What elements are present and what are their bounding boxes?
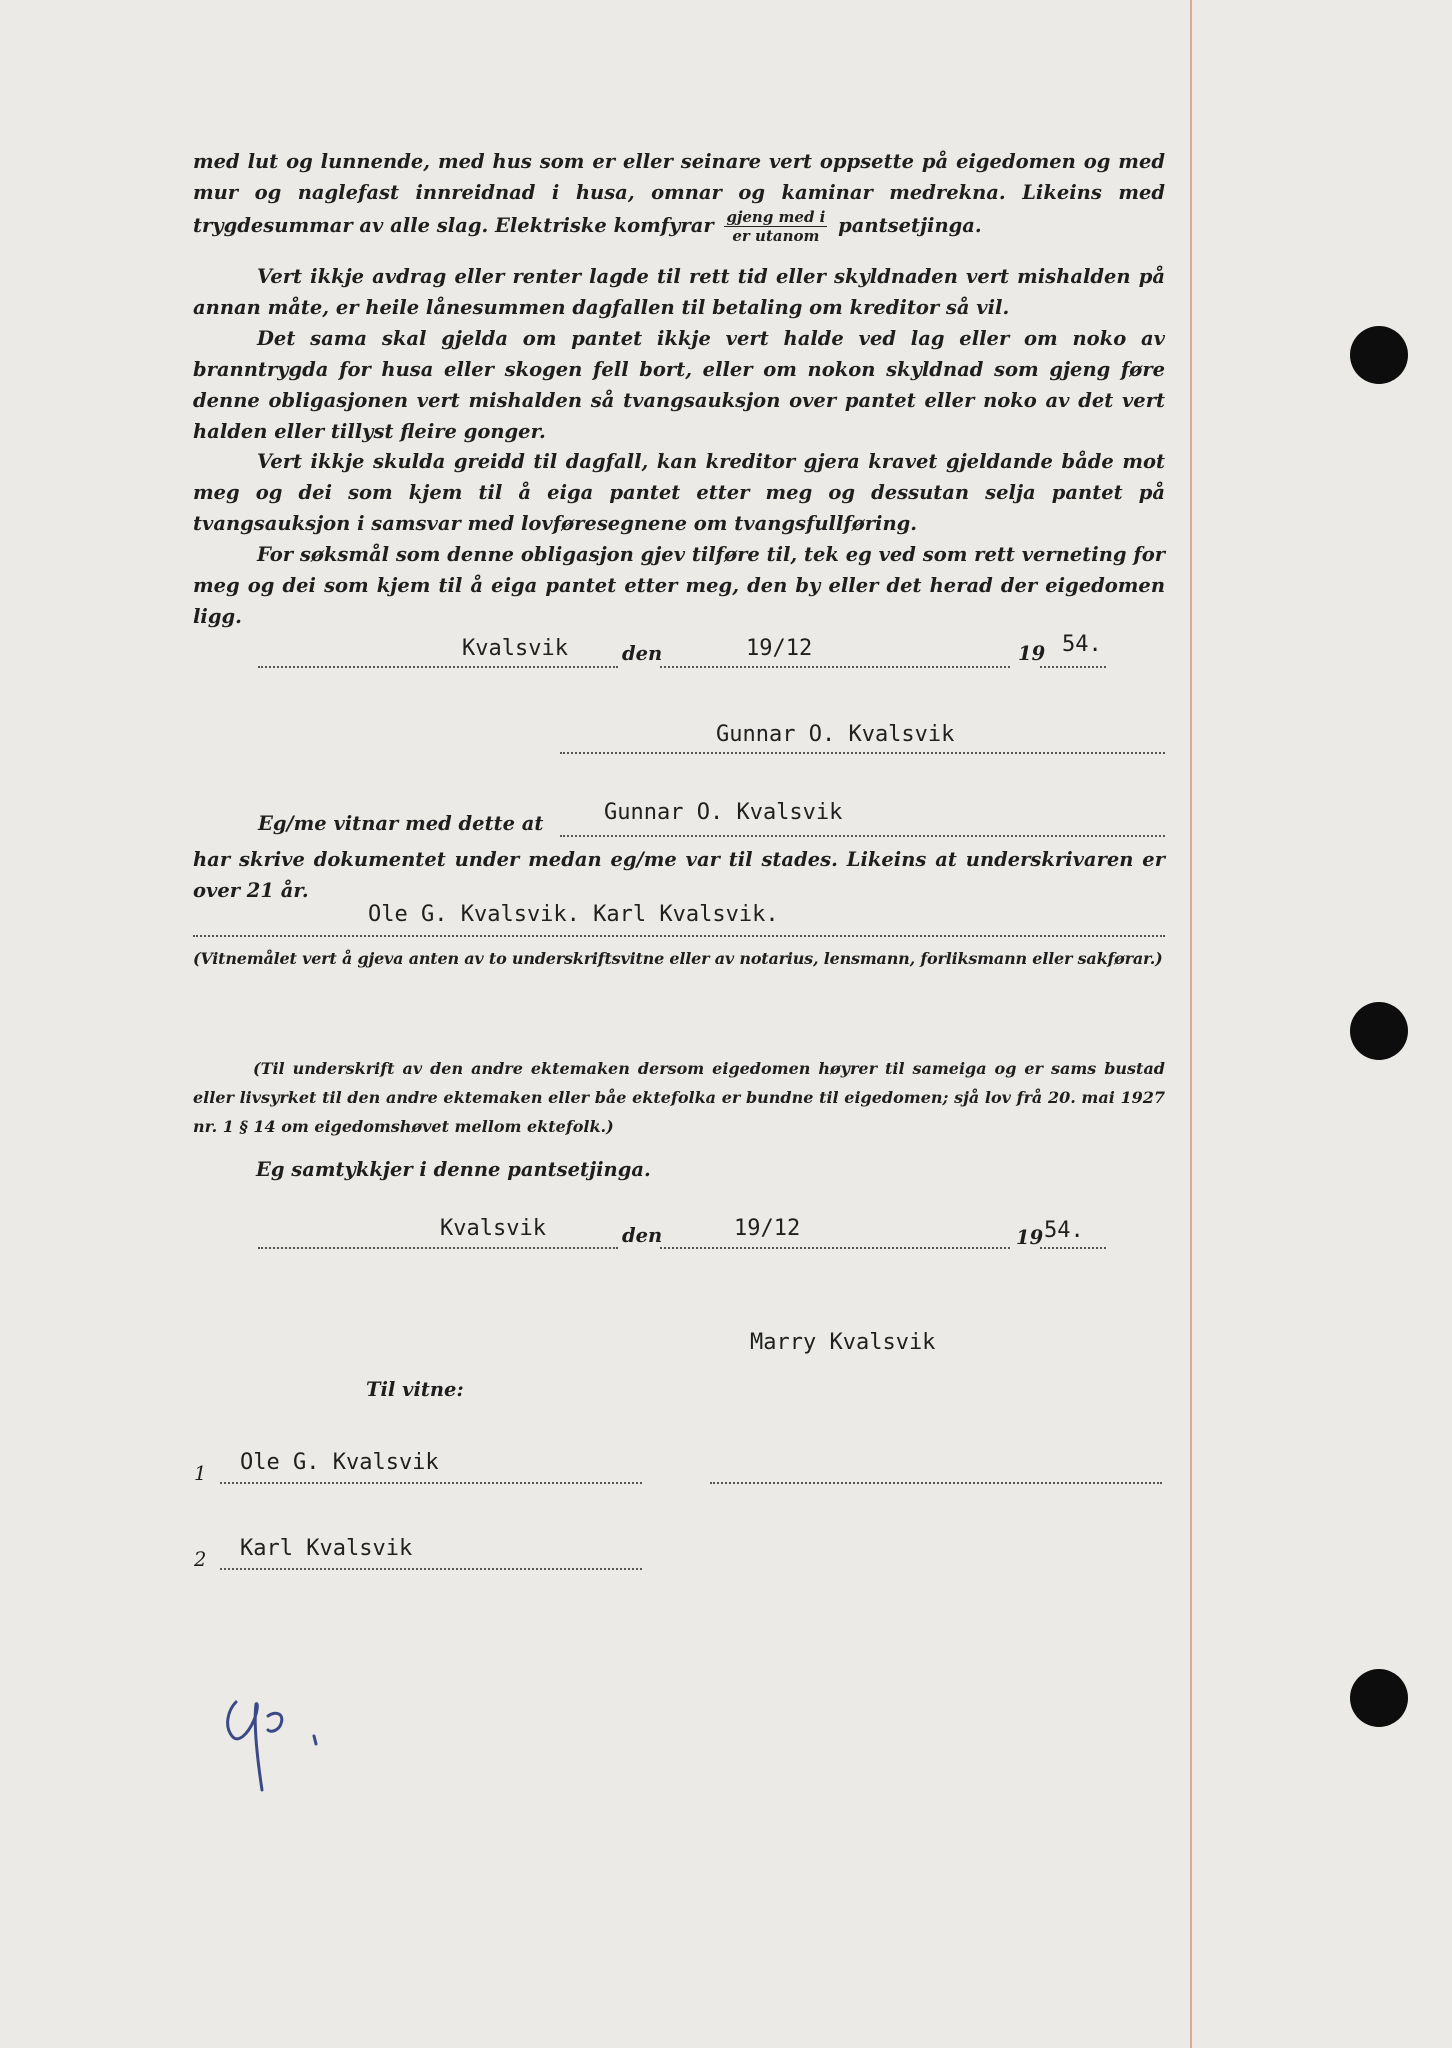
- debtor-signature: Gunnar O. Kvalsvik: [716, 722, 955, 747]
- punch-hole: [1350, 1669, 1408, 1727]
- paragraph-text: med lut og lunnende, med hus som er eller seinare vert oppsette på eigedomen og med mur og naglefast innreidnad i husa, omnar og kaminar medrekna. Likeins med trygdesummar av alle slag. Elektriske komfyrar: [193, 150, 1165, 237]
- place-line: [258, 666, 618, 668]
- paragraph-default: Vert ikkje avdrag eller renter lagde til rett tid eller skyldnaden vert mishalden på annan måte, er heile lånesummen dagfallen til betaling om kreditor så vil.: [193, 265, 1165, 319]
- paragraph-pledge-scope: [193, 146, 1165, 245]
- handwritten-initials: [218, 1680, 328, 1800]
- paragraph-foreclosure: Vert ikkje skulda greidd til dagfall, kan kreditor gjera kravet gjeldande både mot meg og dei som kjem til å eiga pantet etter meg og dessutan selja pantet på tvangsauksjon i samsvar med lovføresegnene om tvangsfullføring.: [193, 450, 1165, 535]
- witness-statement: har skrive dokumentet under medan eg/me var til stades. Likeins at underskrivaren er over 21 år.: [193, 848, 1165, 902]
- paragraph-insurance: Det sama skal gjelda om pantet ikkje vert halde ved lag eller om noko av branntrygda for husa eller skogen fell bort, eller om nokon skyldnad som gjeng føre denne obligasjonen vert mishalden så tvangsauksjon over pantet eller noko av det vert halden eller tillyst fleire gonger.: [193, 327, 1165, 443]
- margin-rule: [1190, 0, 1192, 2048]
- fraction-choice: [724, 208, 827, 245]
- year-prefix: 19: [1018, 642, 1046, 665]
- witness-line: [710, 1482, 1162, 1484]
- fraction-bottom: er utanom: [732, 227, 820, 245]
- witness-line: [220, 1482, 642, 1484]
- year-suffix: 54.: [1062, 632, 1102, 657]
- punch-hole: [1350, 326, 1408, 384]
- date-value: 19/12: [746, 636, 813, 661]
- paragraph-text: pantsetjinga.: [838, 214, 982, 237]
- witness-number: 1: [194, 1462, 207, 1485]
- spouse-place: Kvalsvik: [440, 1216, 546, 1241]
- year-suffix: 54.: [1044, 1218, 1084, 1243]
- witness-label: Til vitne:: [366, 1378, 464, 1401]
- year-prefix: 19: [1016, 1226, 1044, 1249]
- den-label: den: [622, 1224, 663, 1247]
- spouse-date: 19/12: [734, 1216, 801, 1241]
- year-line: [1040, 666, 1106, 668]
- witness-note: (Vitnemålet vert å gjeva anten av to underskriftsvitne eller av notarius, lensmann, forliksmann eller sakførar.): [193, 949, 1163, 968]
- date-line: [660, 1247, 1010, 1249]
- year-line: [1040, 1247, 1106, 1249]
- place-value: Kvalsvik: [462, 636, 568, 661]
- spouse-signature: Marry Kvalsvik: [750, 1330, 936, 1355]
- witness-number: 2: [194, 1548, 207, 1571]
- witness-name: Ole G. Kvalsvik: [240, 1450, 439, 1475]
- consent-text: Eg samtykkjer i denne pantsetjinga.: [256, 1158, 651, 1181]
- spouse-note: (Til underskrift av den andre ektemaken dersom eigedomen høyrer til sameiga og er sams bustad eller livsyrket til den andre ektemaken eller båe ektefolka er bundne til eigedomen; sjå lov frå 20. mai 1927 nr. 1 § 14 om eigedomshøvet mellom ektefolk.): [193, 1059, 1165, 1136]
- signature-line: [560, 752, 1165, 754]
- place-line: [258, 1247, 618, 1249]
- date-line: [660, 666, 1010, 668]
- paragraph-jurisdiction: For søksmål som denne obligasjon gjev tilføre til, tek eg ved som rett verneting for meg og dei som kjem til å eiga pantet etter meg, den by eller det herad der eigedomen ligg.: [193, 543, 1165, 628]
- witness-names: Ole G. Kvalsvik. Karl Kvalsvik.: [368, 902, 779, 927]
- witness-names-line: [193, 935, 1165, 937]
- witness-signer-name: Gunnar O. Kvalsvik: [604, 800, 843, 825]
- witness-line: [220, 1568, 642, 1570]
- witness-lead-label: Eg/me vitnar med dette at: [258, 812, 544, 835]
- signer-line: [560, 835, 1165, 837]
- fraction-top: gjeng med i: [726, 208, 826, 226]
- punch-hole: [1350, 1002, 1408, 1060]
- den-label: den: [622, 642, 663, 665]
- witness-name: Karl Kvalsvik: [240, 1536, 413, 1561]
